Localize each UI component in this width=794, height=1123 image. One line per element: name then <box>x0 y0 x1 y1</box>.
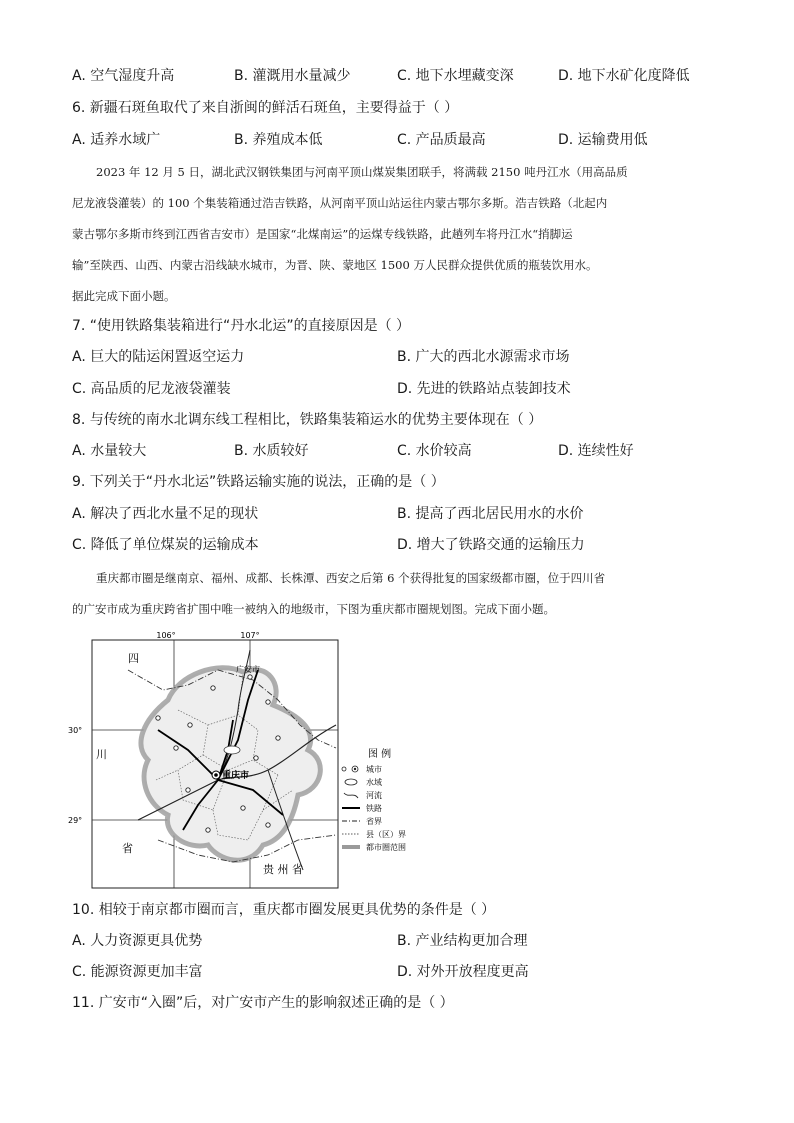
label-chongqing: 重庆市 <box>222 771 250 781</box>
lon-label-107: 107° <box>240 631 260 640</box>
label-chuan: 川 <box>96 748 107 761</box>
q10-option-b: B. 产业结构更加合理 <box>397 933 528 949</box>
q10-option-d: D. 对外开放程度更高 <box>397 964 529 980</box>
chongqing-metro-map <box>68 630 458 890</box>
label-sheng: 省 <box>122 842 133 855</box>
legend-title: 图 例 <box>368 749 392 760</box>
passage1-line-2: 尼龙液袋灌装）的 100 个集装箱通过浩吉铁路，从河南平顶山站运往内蒙古鄂尔多斯。浩吉铁路（北起内 <box>72 196 608 210</box>
q7-option-d: D. 先进的铁路站点装卸技术 <box>397 381 571 397</box>
label-si: 四 <box>128 652 139 665</box>
legend-river: 河流 <box>366 791 382 800</box>
q6-option-b: B. 养殖成本低 <box>234 132 323 148</box>
q5-option-b: B. 灌溉用水量减少 <box>234 68 351 84</box>
q7-option-c: C. 高品质的尼龙液袋灌装 <box>72 381 231 397</box>
passage1-line-5: 据此完成下面小题。 <box>72 289 176 303</box>
q10-option-c: C. 能源资源更加丰富 <box>72 964 203 980</box>
q9-option-d: D. 增大了铁路交通的运输压力 <box>397 537 585 553</box>
label-guizhou: 贵 州 省 <box>263 863 303 876</box>
lat-label-30: 30° <box>68 726 83 735</box>
q9-option-b: B. 提高了西北居民用水的水价 <box>397 506 584 522</box>
passage1-line-4: 输”至陕西、山西、内蒙古沿线缺水城市，为晋、陕、蒙地区 1500 万人民群众提供优质的瓶装饮用水。 <box>72 258 598 272</box>
q9-stem: 9. 下列关于“丹水北运”铁路运输实施的说法，正确的是（ ） <box>72 474 445 490</box>
legend-city: 城市 <box>366 765 382 774</box>
q8-stem: 8. 与传统的南水北调东线工程相比，铁路集装箱运水的优势主要体现在（ ） <box>72 412 543 428</box>
q6-option-a: A. 适养水域广 <box>72 132 161 148</box>
q11-stem: 11. 广安市“入圈”后，对广安市产生的影响叙述正确的是（ ） <box>72 995 454 1011</box>
legend-metro-range: 都市圈范围 <box>366 843 406 852</box>
q7-stem: 7. “使用铁路集装箱进行“丹水北运”的直接原因是（ ） <box>72 318 411 334</box>
map-legend <box>342 747 406 852</box>
legend-water: 水域 <box>366 778 382 787</box>
passage1-line-3: 蒙古鄂尔多斯市终到江西省吉安市）是国家“北煤南运”的运煤专线铁路，此趟列车将丹江水“捎脚运 <box>72 227 573 241</box>
q8-option-b: B. 水质较好 <box>234 443 309 459</box>
water-body <box>224 746 240 754</box>
q6-stem: 6. 新疆石斑鱼取代了来自浙闽的鲜活石斑鱼，主要得益于（ ） <box>72 100 459 116</box>
q7-option-a: A. 巨大的陆运闲置返空运力 <box>72 349 245 365</box>
q7-option-b: B. 广大的西北水源需求市场 <box>397 349 570 365</box>
q5-option-c: C. 地下水埋藏变深 <box>397 68 514 84</box>
q6-option-c: C. 产品质最高 <box>397 132 486 148</box>
q6-option-d: D. 运输费用低 <box>558 132 648 148</box>
q9-option-a: A. 解决了西北水量不足的现状 <box>72 506 259 522</box>
label-guangan: 广安市 <box>236 665 260 674</box>
legend-province-border: 省界 <box>366 817 382 826</box>
legend-county-border: 县（区）界 <box>366 830 406 839</box>
lon-label-106: 106° <box>156 631 176 640</box>
q8-option-c: C. 水价较高 <box>397 443 472 459</box>
q9-option-c: C. 降低了单位煤炭的运输成本 <box>72 537 259 553</box>
q8-option-d: D. 连续性好 <box>558 443 634 459</box>
q10-option-a: A. 人力资源更具优势 <box>72 933 203 949</box>
q8-option-a: A. 水量较大 <box>72 443 147 459</box>
lat-label-29: 29° <box>68 816 83 825</box>
passage2-line-2: 的广安市成为重庆跨省扩围中唯一被纳入的地级市，下图为重庆都市圈规划图。完成下面小题。 <box>72 602 555 616</box>
q5-option-a: A. 空气湿度升高 <box>72 68 175 84</box>
passage2-line-1: 重庆都市圈是继南京、福州、成都、长株潭、西安之后第 6 个获得批复的国家级都市圈，位于四川省 <box>96 571 606 585</box>
q10-stem: 10. 相较于南京都市圈而言，重庆都市圈发展更具优势的条件是（ ） <box>72 902 496 918</box>
passage1-line-1: 2023 年 12 月 5 日，湖北武汉钢铁集团与河南平顶山煤炭集团联手，将满载 2150 吨丹江水（用高品质 <box>96 165 628 179</box>
q5-option-d: D. 地下水矿化度降低 <box>558 68 690 84</box>
legend-railway: 铁路 <box>366 804 382 813</box>
